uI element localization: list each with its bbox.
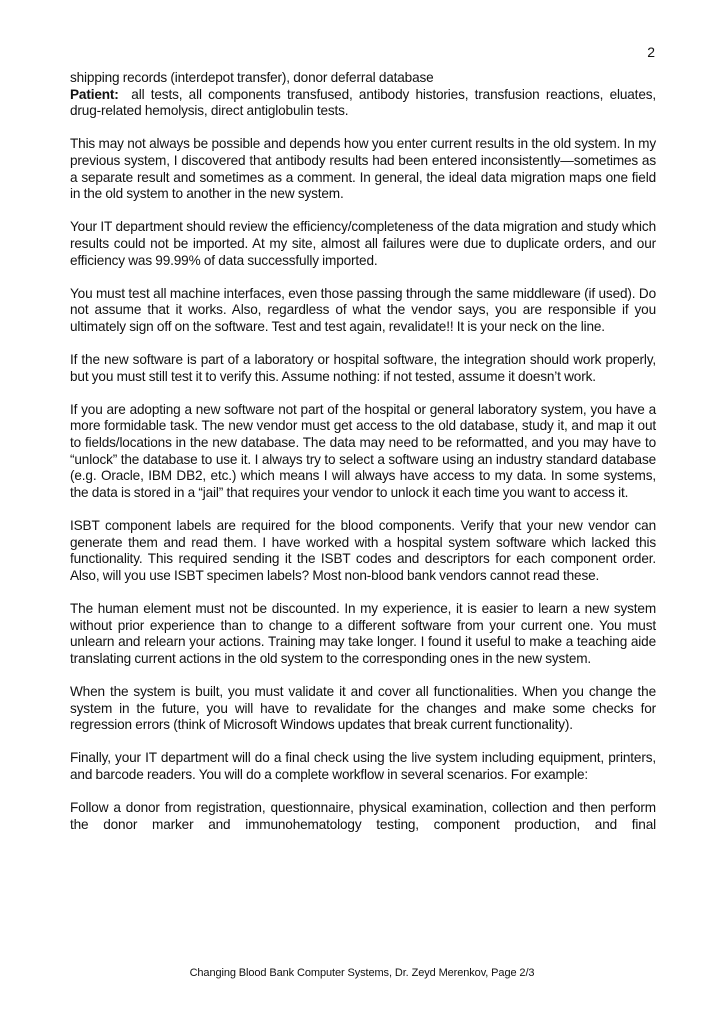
- paragraph-it-review: Your IT department should review the efficiency/completeness of the data migration and study which results could not be imported. At my site, almost all failures were due to duplicate orders, and our efficiency was 99.99% of data successfully imported.: [70, 219, 656, 268]
- page-number: 2: [647, 44, 655, 60]
- paragraph-data-migration: This may not always be possible and depends how you enter current results in the old system. In my previous system, I discovered that antibody results had been entered inconsistently—sometimes as a separate result and sometimes as a comment. In general, the ideal data migration maps one field in the old system to another in the new system.: [70, 136, 656, 202]
- paragraph-validation: When the system is built, you must validate it and cover all functionalities. When you change the system in the future, you will have to revalidate for the changes and make some checks for regression errors (think of Microsoft Windows updates that break current functionality).: [70, 683, 656, 733]
- patient-paragraph: [70, 86, 660, 120]
- paragraph-integration: If the new software is part of a laboratory or hospital software, the integration should work properly, but you must still test it to verify this. Assume nothing: if not tested, assume it doesn’t work.: [70, 352, 656, 384]
- paragraph-machine-interfaces: You must test all machine interfaces, even those passing through the same middleware (if used). Do not assume that it works. Also, regardless of what the vendor says, you are responsible if you ultimately sign off on the software. Test and test again, revalidate!! It is your neck on the line.: [70, 285, 656, 334]
- paragraph-isbt-labels: ISBT component labels are required for the blood components. Verify that your new vendor can generate them and read them. I have worked with a hospital system software which lacked this functionality. This required sending it the ISBT codes and descriptors for each component order. Also, will you use ISBT specimen labels? Most non-blood bank vendors cannot read these.: [70, 518, 656, 583]
- paragraph-donor-workflow: Follow a donor from registration, questionnaire, physical examination, collection and then perform the donor marker and immunohematology testing, component production, and final: [70, 800, 656, 832]
- intro-line: shipping records (interdepot transfer), donor deferral database: [70, 70, 434, 85]
- document-body: [70, 70, 660, 833]
- paragraph-human-element: The human element must not be discounted. In my experience, it is easier to learn a new system without prior experience than to change to a different software from your current one. You must unlearn and relearn your actions. Training may take longer. I found it useful to make a teaching aide translating current actions in the old system to the corresponding ones in the new system.: [70, 601, 656, 666]
- paragraph-new-software: If you are adopting a new software not part of the hospital or general laboratory system, you have a more formidable task. The new vendor must get access to the old database, study it, and map it out to fields/locations in the new database. The data may need to be reformatted, and you may have to “unlock” the database to use it. I always try to select a software using an industry standard database (e.g. Oracle, IBM DB2, etc.) which means I will always have access to my data. In some systems, the data is stored in a “jail” that requires your vendor to unlock it each time you want to access it.: [70, 401, 656, 500]
- patient-label: Patient:: [70, 86, 119, 102]
- paragraph-final-check: Finally, your IT department will do a final check using the live system including equipment, printers, and barcode readers. You will do a complete workflow in several scenarios. For example:: [70, 750, 656, 782]
- page-footer: Changing Blood Bank Computer Systems, Dr. Zeyd Merenkov, Page 2/3: [189, 967, 535, 979]
- patient-text: all tests, all components transfused, antibody histories, transfusion reactions, eluates, drug-related hemolysis, direct antiglobulin tests.: [70, 86, 660, 119]
